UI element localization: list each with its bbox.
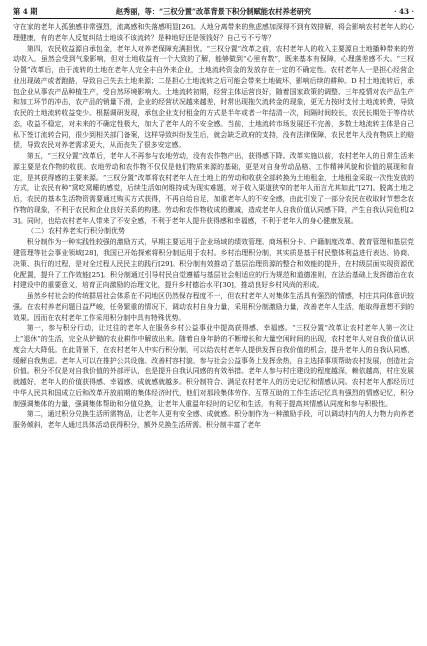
paragraph: 守在家的老年人孤独感非常强烈，流离感和失落感明显[26]。人地分离带来的焦虑感加深得不到有效排解，将会影响农村老年人的心理健康，有的老年人反复纠结土地该不该流转？是种地好还是领钱好？自己亏不亏等？ [13,23,414,42]
issue-label: 第 4 期 [13,7,38,16]
paragraph: 虽然乡村社会的传统群居社会体系在不同地区仍然保存程度不一，但农村老年人对集体生活具有强烈的情感，村庄共同体意识较强。在农村养老问题日益严峻，任务繁重的情况下，调动农村自身力量，采用积分制激励力量，改善老年人生活，能取得意想不到的效果。因而在农村老年工作采用积分制中具有特殊优势。 [13,292,414,322]
paragraph: 第二，通过积分兑换生活所需物品，让老年人更有安全感、成就感。积分制作为一种激励手段，可以调动村内的人力物力向养老服务倾斜，老年人通过具体活动获得积分，额外兑换生活所需。积分制丰富了老年 [13,410,414,429]
paragraph: 积分制作为一种实践性较强的激励方式，早期主要运用于企业场域的绩效管理、商场积分卡、户籍制度改革、教育管理和基层党建管理等社会事业领域[28]，我国已开始探索将积分制运用于农村。乡村治理积分制，其实质是基于村民整体利益进行表达、协商、决策、执行的过程，是对全过程人民民主的践行[29]。积分制有效推动了基层治理资源的整合和效能的提升，在村级层面实现资源优化配置，提升了工作效能[25]。积分制通过引导村民自觉遵循与基层社会相适应的行为规范和道德准则，在法治基础上发挥德治在农村建设中的重要意义，培育正向激励的治理文化，提升乡村德治水平[30]，推动良好乡村风尚的形成。 [13,238,414,290]
page-number: · 43 · [393,7,414,16]
paragraph: 第五，“三权分置”改革后，老年人不再参与农地劳动，没有农作物产出，获得感下降。改革实施以前，农村老年人的日常生活来源主要是农作物的收获。农地劳动和农作物不仅仅是他们物质来源的基础，更是对自身劳动品格、工作精神风貌和价值的展现和肯定，是其获得感的主要来源。“三权分置”改革将农村老年人在土地上的劳动和收获全部转换为土地租金，土地租金采取一次性发放的方式，让农民有种“窝吃窝睡的感觉，后续生活如何维持成为现实难题，对于收入渠道狭窄的老年人而言尤其如此”[27]。脱离土地之后，农民的基本生活物资需要通过购买方式获得，不再自给自足，加重老年人的不安全感，由此引发了一部分农民在收取时节想念农作物的现象，不利于农民和企业良好关系的构建。劳动和农作物收成的骤减，造成老年人自我价值认同感下降，产生自我认同危机[23]。同时，也给农村老年人带来了不安全感，不利于老年人提升获得感和幸福感，不利于老年人的身心健康发展。 [13,152,414,225]
paragraph: 第一，参与积分行动，让过往的老年人在服务乡村公益事业中提高获得感、幸福感。“三权分置”改革让农村老年人第一次让上“退休”的生活，完全从铲锄的农业耕作中解放出来。随着自身年龄的不断增长和大量空闲时间的出现，农村老年人对自我价值认识度会大大降低。在此背景下，在农村老年人中实行积分制，可以给农村老年人提供发挥自我价值的机会，提升老年人的自我认同感，缓解自我焦虑。老年人可以在推护公共设施、改善村容村貌、参与社会公益事务上发挥余热，自主选择事项帮助农村发展，创造社会价值。积分不仅是对自我价值的外部评认，也是提升自我认同感的有效举措。老年人参与村庄建设的程度越深，赖依越高，村庄发展就越好，老年人的价值获得感、幸福感、成就感就越多。积分制符合、满足农村老年人的历史记忆和情感认同。农村老年人都经历过中华人民共和国成立后和改革开放前期的集体经济时代，他们对那段集体劳作、互帮互助的工作生活记忆具有强烈的情感记忆，积分制强调集体的力量，强调集体帮助和分值兑换，让老年人重温年轻时的记忆和生活，有利于提高其情感认同度和参与积极性。 [13,324,414,408]
article-body [13,22,414,642]
paragraph: 第四，农民收益源自承包金，老年人对养老保障充满担忧。“三权分置”改革之前，农村老年人的收入主要源自土地播种带来的劳动收入，虽然会受到气象影响，但对土地收益有一个大致的了解，能够做到“心里有数”，既来基本有保障，心理落差感不大。“三权分置”改革后，由于流转的土地在老年人完全丰自外来企业，土地流转资金的发放存在一定的不确定性。农村老年人一是担心经营企业出现破产或者跑路，导致自己失去土地来源；二是担心土地流转之后可能会带来土地破坏，影响后续的耕种。D 村土地流转后，承包企业从事农产品种植生产，受自然环境影响大。土地流转初期，经营主体运营良好，随着国家政策的调整、三年疫情对农产品生产和加工环节的冲击，农产品的销量下滑，企业的经营状况越来越差，时常出现拖欠流转金的现象，更无力按时支付土地流转费，导致农民的土地流转收益变少。根据调研发现，承包企业支付租金的方式是半年或者一年结清一次，间隔时间较长，农民长期处于等待状态，收益不稳定，对未来的不确定性极大，加大了老年人的不安全感。当前，土地流转市场发展还不完善，多数土地流转主体是自己私下签订流转合同，很少到相关部门备案，这样导致纠纷发生后，就会缺乏政府的支持，没有法律保障，农民老年人没有物质上的赔偿，导致农民对养老需求更大，从而丧失了很多安定感。 [13,44,414,150]
section-heading: （二）农村养老实行积分制优势 [27,227,125,236]
running-header [13,5,414,19]
running-title: 赵秀丽，等：“三权分置”改革背景下积分制赋能农村养老研究 [115,7,312,16]
